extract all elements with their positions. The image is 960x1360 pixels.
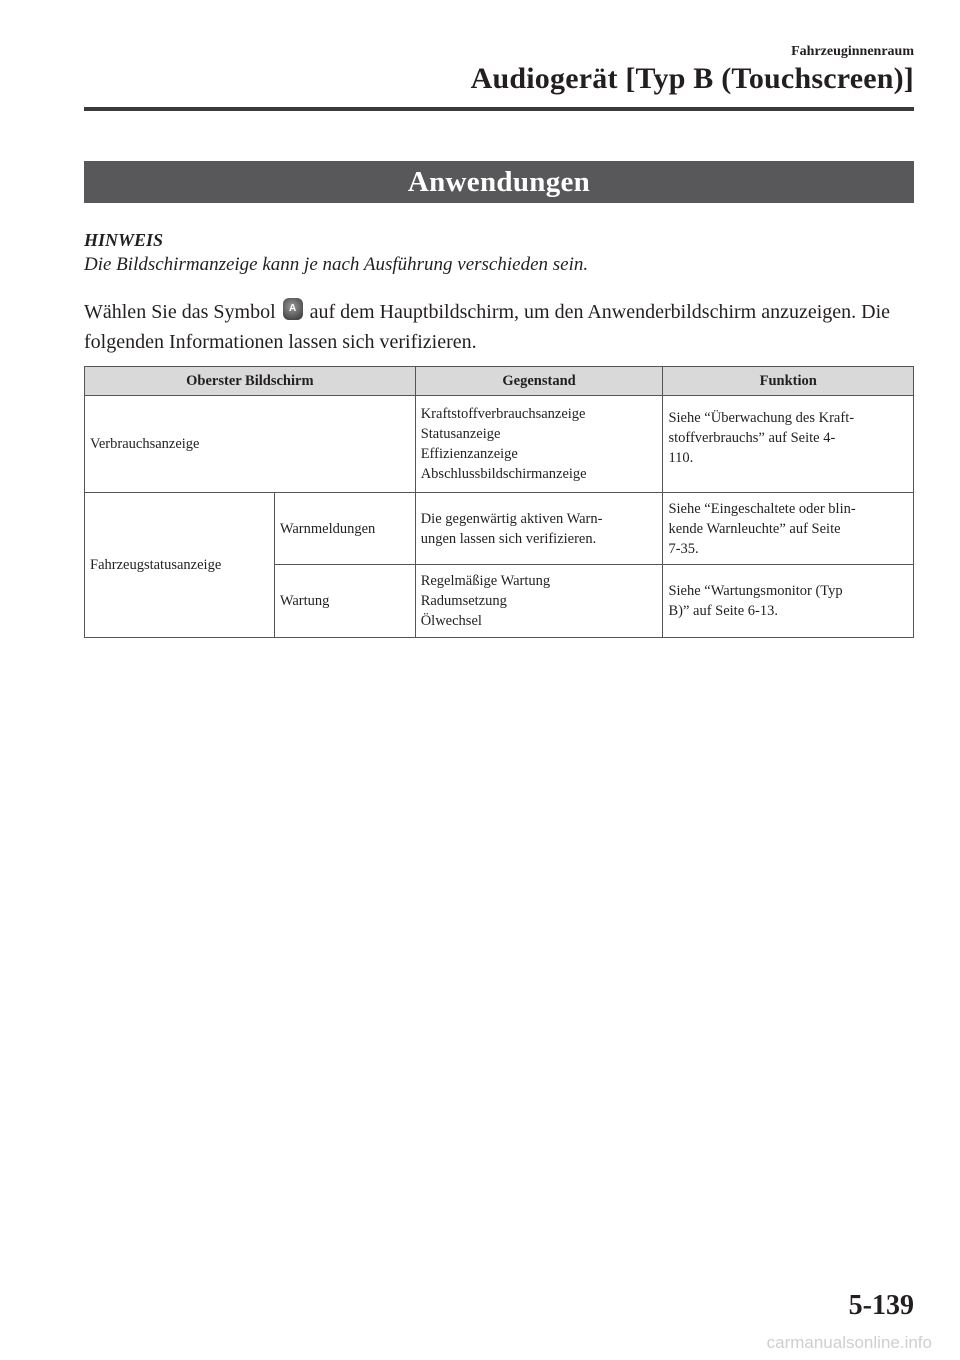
cell-items [415,493,663,565]
table-row [85,493,914,565]
page-title: Audiogerät [Typ B (Touchscreen)] [470,62,914,95]
page-number: 5-139 [848,1290,914,1321]
cell-line: Regelmäßige Wartung [420,573,551,589]
cell-function [663,493,914,565]
cell-line: Statusanzeige [420,426,501,442]
cell-function [663,396,914,493]
app-icon: A [283,298,303,320]
body-text-end: auf dem Hauptbildschirm, um den Anwenderbildschirm anzuzeigen. Die folgenden Informationen lassen sich verifizieren. [84,301,891,353]
cell-subitem: Wartung [274,565,415,638]
cell-line: B)” auf Seite 6-13. [668,603,778,619]
header-screen: Oberster Bildschirm [85,367,416,396]
cell-line: kende Warnleuchte” auf Seite [668,520,841,537]
body-paragraph [84,297,924,357]
note-title: HINWEIS [84,230,164,250]
cell-line: Ölwechsel [420,613,482,629]
cell-screen: Verbrauchsanzeige [85,396,416,493]
section-title: Anwendungen [84,161,914,203]
header-item: Gegenstand [415,367,663,396]
body-text-start: Wählen Sie das Symbol [84,301,276,323]
header-rule [84,107,914,111]
header-function: Funktion [663,367,914,396]
cell-line: stoffverbrauchs” auf Seite 4- [668,430,836,446]
cell-line: 7-35. [668,540,699,557]
cell-line: Kraftstoffverbrauchsanzeige [420,406,586,422]
chapter-label: Fahrzeuginnenraum [791,44,914,59]
table-header-row [85,367,914,396]
cell-line: Siehe “Eingeschaltete oder blin- [668,500,856,517]
cell-line: Siehe “Wartungsmonitor (Typ [668,583,843,599]
cell-line: Effizienzanzeige [420,446,518,462]
cell-line: Siehe “Überwachung des Kraft- [668,410,855,426]
cell-line: Abschlussbildschirmanzeige [420,466,587,482]
cell-line: Radumsetzung [420,593,507,609]
watermark: carmanualsonline.info [766,1333,932,1352]
cell-items [415,565,663,638]
cell-subitem: Warnmeldungen [274,493,415,565]
cell-items [415,396,663,493]
note-text: Die Bildschirmanzeige kann je nach Ausführung verschieden sein. [84,254,589,275]
cell-function [663,565,914,638]
cell-line: Die gegenwärtig aktiven Warn- [420,510,603,527]
table-row [85,396,914,493]
cell-line: 110. [668,450,694,466]
cell-screen: Fahrzeugstatusanzeige [85,493,275,638]
cell-line: ungen lassen sich verifizieren. [420,530,597,547]
info-table [84,366,914,638]
